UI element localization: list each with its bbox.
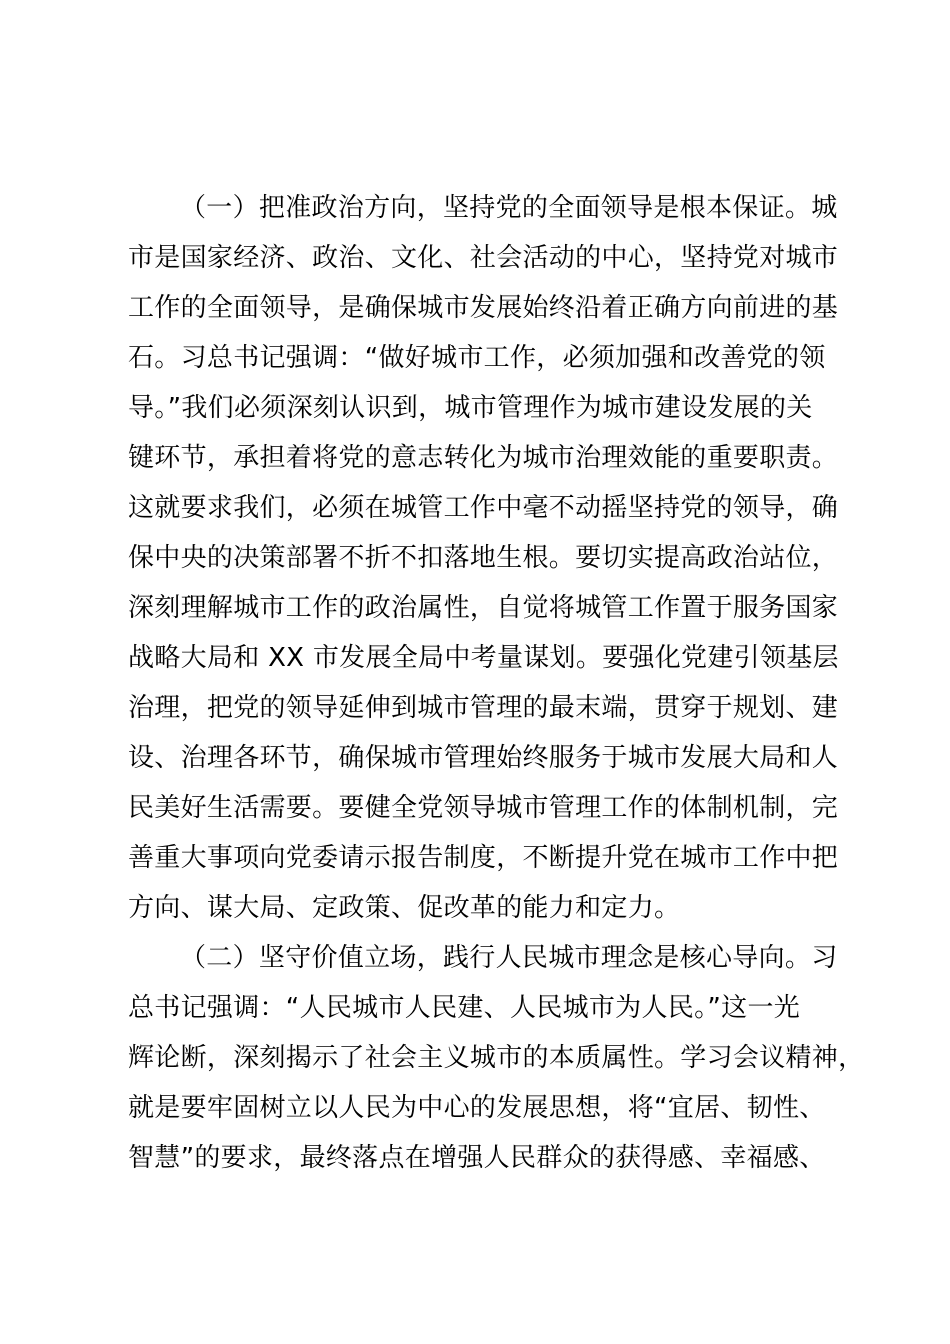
paragraph-1-line-12: 设、治理各环节，确保城市管理始终服务于城市发展大局和人 [128,743,839,773]
paragraph-1-line-15: 方向、谋大局、定政策、促改革的能力和定力。 [128,893,681,923]
paragraph-1-line-8: 保中央的决策部署不折不扣落地生根。要切实提高政治站位， [128,543,839,573]
paragraph-1-line-13: 民美好生活需要。要健全党领导城市管理工作的体制机制，完 [128,793,839,823]
paragraph-2-line-3: 辉论断，深刻揭示了社会主义城市的本质属性。学习会议精神， [128,1043,865,1073]
paragraph-1-line-9: 深刻理解城市工作的政治属性，自觉将城管工作置于服务国家 [128,593,839,623]
paragraph-1-line-11: 治理，把党的领导延伸到城市管理的最末端，贯穿于规划、建 [128,693,839,723]
paragraph-2-line-5: 智慧”的要求，最终落点在增强人民群众的获得感、幸福感、 [128,1143,826,1173]
paragraph-1-line-1: （一）把准政治方向，坚持党的全面领导是根本保证。城 [180,193,838,223]
paragraph-1-line-14: 善重大事项向党委请示报告制度，不断提升党在城市工作中把 [128,843,839,873]
paragraph-1-line-5: 导。”我们必须深刻认识到，城市管理作为城市建设发展的关 [128,393,813,423]
paragraph-2-line-4: 就是要牢固树立以人民为中心的发展思想，将“宜居、韧性、 [128,1093,826,1123]
paragraph-1-line-6: 键环节，承担着将党的意志转化为城市治理效能的重要职责。 [128,443,839,473]
paragraph-2-line-2: 总书记强调：“人民城市人民建、人民城市为人民。”这一光 [128,993,801,1023]
paragraph-2-line-1: （二）坚守价值立场，践行人民城市理念是核心导向。习 [180,943,838,973]
paragraph-1-line-2: 市是国家经济、政治、文化、社会活动的中心，坚持党对城市 [128,243,839,273]
paragraph-1-line-10: 战略大局和 XX 市发展全局中考量谋划。要强化党建引领基层 [128,643,839,673]
paragraph-1-line-3: 工作的全面领导，是确保城市发展始终沿着正确方向前进的基 [128,293,839,323]
paragraph-1-line-4: 石。习总书记强调：“做好城市工作，必须加强和改善党的领 [128,343,826,373]
paragraph-1-line-7: 这就要求我们，必须在城管工作中毫不动摇坚持党的领导，确 [128,493,839,523]
